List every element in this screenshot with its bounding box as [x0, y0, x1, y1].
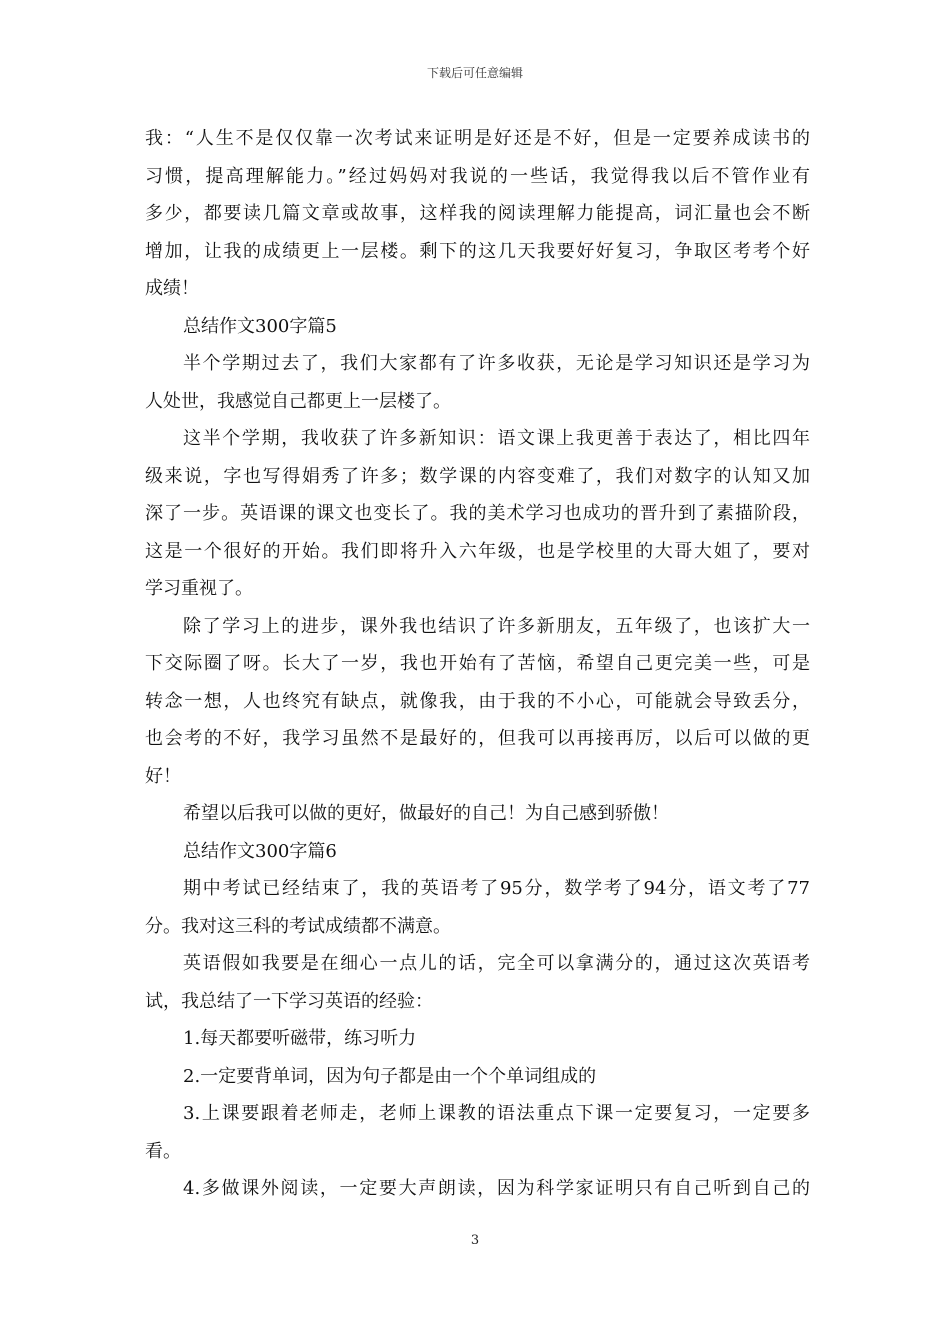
document-body — [145, 120, 810, 1208]
text-line: 期中考试已经结束了，我的英语考了95分，数学考了94分，语文考了77 — [183, 878, 810, 899]
text-line: 增加，让我的成绩更上一层楼。剩下的这几天我要好好复习，争取区考考个好 — [145, 240, 810, 262]
text-line: 总结作文300字篇6 — [183, 840, 337, 862]
text-line: 总结作文300字篇5 — [183, 315, 337, 337]
text-line: 希望以后我可以做的更好，做最好的自己！为自己感到骄傲！ — [183, 803, 669, 824]
text-line: 习惯，提高理解能力。”经过妈妈对我说的一些话，我觉得我以后不管作业有 — [145, 165, 810, 187]
text-line: 级来说，字也写得娟秀了许多；数学课的内容变难了，我们对数字的认知又加 — [145, 465, 810, 487]
text-line: 好！ — [145, 765, 181, 787]
page-header: 下载后可任意编辑 — [426, 66, 523, 80]
text-line: 学习重视了。 — [145, 578, 253, 599]
text-line: 3.上课要跟着老师走，老师上课教的语法重点下课一定要复习，一定要多 — [183, 1103, 810, 1124]
text-line: 转念一想，人也终究有缺点，就像我，由于我的不小心，可能就会导致丢分， — [145, 690, 810, 712]
text-line: 深了一步。英语课的课文也变长了。我的美术学习也成功的晋升到了素描阶段， — [145, 503, 810, 524]
text-line: 这半个学期，我收获了许多新知识：语文课上我更善于表达了，相比四年 — [183, 428, 810, 449]
text-line: 我：“人生不是仅仅靠一次考试来证明是好还是不好，但是一定要养成读书的 — [145, 128, 810, 149]
text-line: 这是一个很好的开始。我们即将升入六年级，也是学校里的大哥大姐了，要对 — [145, 540, 810, 562]
text-line: 下交际圈了呀。长大了一岁，我也开始有了苦恼，希望自己更完美一些，可是 — [145, 653, 810, 674]
text-line: 2.一定要背单词，因为句子都是由一个个单词组成的 — [183, 1065, 597, 1087]
text-line: 除了学习上的进步，课外我也结识了许多新朋友，五年级了，也该扩大一 — [183, 615, 810, 637]
text-line: 半个学期过去了，我们大家都有了许多收获，无论是学习知识还是学习为 — [183, 353, 810, 374]
text-line: 人处世，我感觉自己都更上一层楼了。 — [145, 390, 451, 412]
text-line: 1.每天都要听磁带，练习听力 — [183, 1028, 417, 1049]
text-line: 看。 — [145, 1140, 181, 1162]
page-number: 3 — [470, 1233, 480, 1248]
text-line: 英语假如我要是在细心一点儿的话，完全可以拿满分的，通过这次英语考 — [183, 953, 810, 974]
text-line: 4.多做课外阅读，一定要大声朗读，因为科学家证明只有自己听到自己的 — [183, 1178, 810, 1199]
text-line: 试，我总结了一下学习英语的经验： — [145, 990, 433, 1012]
text-line: 分。我对这三科的考试成绩都不满意。 — [145, 915, 451, 937]
text-line: 多少，都要读几篇文章或故事，这样我的阅读理解力能提高，词汇量也会不断 — [145, 203, 810, 224]
text-line: 成绩！ — [145, 278, 199, 299]
text-line: 也会考的不好，我学习虽然不是最好的，但我可以再接再厉，以后可以做的更 — [145, 728, 810, 749]
